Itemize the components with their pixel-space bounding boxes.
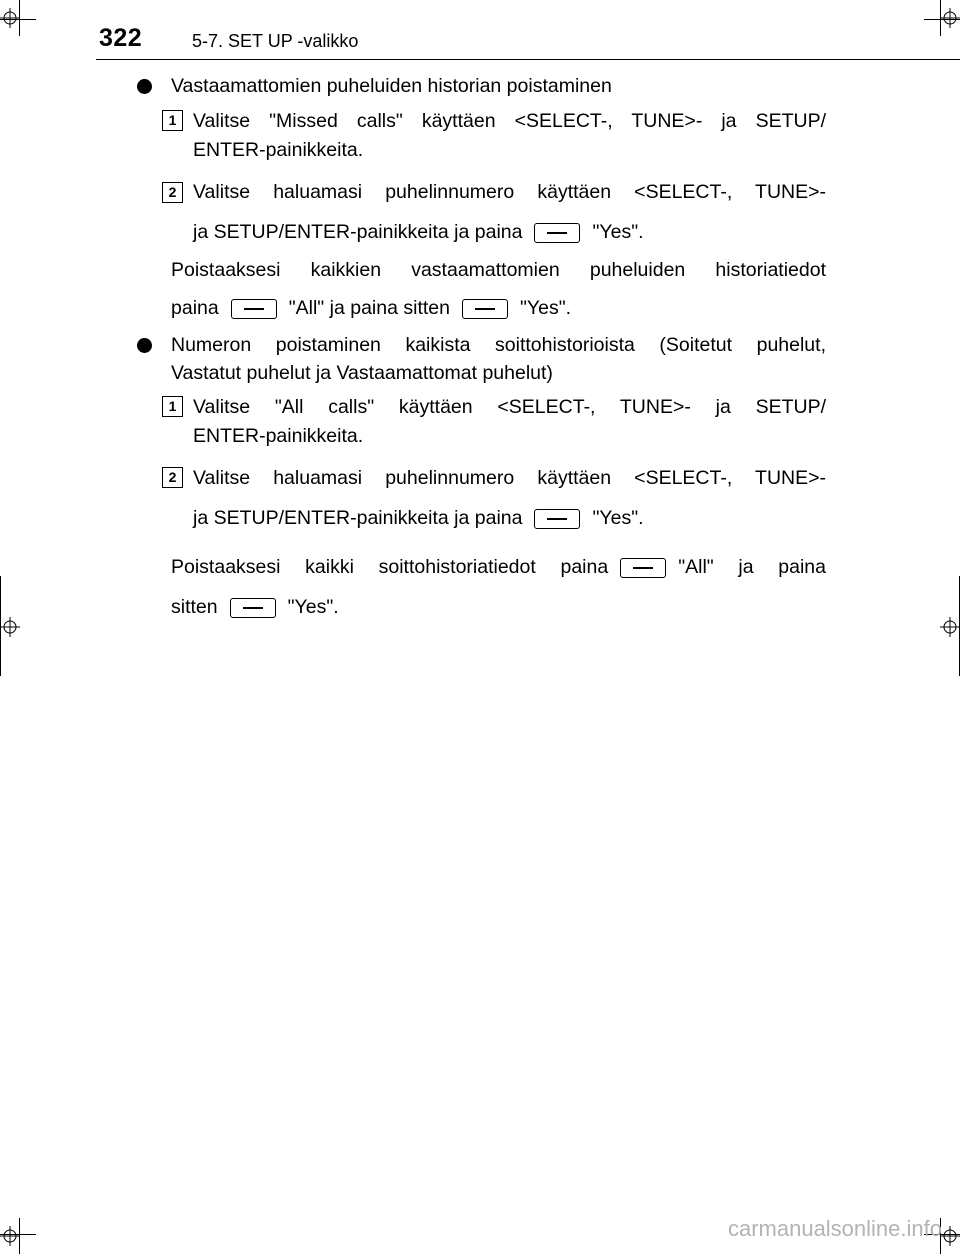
note-text: sitten: [171, 596, 218, 618]
note-text: paina: [171, 297, 219, 319]
page-number: 322: [99, 24, 143, 52]
watermark: carmanualsonline.info: [727, 1216, 942, 1241]
step-number-badge: 1: [162, 110, 183, 131]
note-text-with-buttons: [171, 295, 826, 321]
screen-button-icon: [231, 299, 277, 319]
registration-target-icon: [0, 617, 20, 637]
screen-button-icon: [462, 299, 508, 319]
step-text: Valitse "Missed calls" käyttäen <SELECT-, TUNE>- ja SETUP/: [193, 110, 826, 132]
step-text: ja SETUP/ENTER-painikkeita ja paina: [193, 507, 523, 529]
registration-target-icon: [0, 1226, 20, 1246]
step-text: Valitse "All calls" käyttäen <SELECT-, TUNE>- ja SETUP/: [193, 396, 826, 418]
step-text: "Yes".: [592, 221, 644, 243]
step-text: "Yes".: [592, 507, 644, 529]
note-text: "Yes".: [519, 297, 572, 319]
note-text: "All" ja paina: [678, 556, 826, 578]
step-number-badge: 2: [162, 182, 183, 203]
section-heading: Vastaamattomien puheluiden historian poistaminen: [171, 75, 612, 97]
section-heading: Vastatut puhelut ja Vastaamattomat puhelut): [171, 362, 553, 384]
note-text: "Yes".: [287, 596, 339, 618]
step-text-with-button: [193, 219, 826, 245]
section-heading: Numeron poistaminen kaikista soittohistorioista (Soitetut puhelut,: [171, 334, 826, 356]
screen-button-icon: [534, 223, 580, 243]
registration-target-icon: [940, 1226, 960, 1246]
step-number-badge: 1: [162, 396, 183, 417]
registration-target-icon: [940, 617, 960, 637]
note-text: Poistaaksesi kaikki soittohistoriatiedot paina: [171, 556, 609, 578]
bullet-icon: [137, 79, 152, 94]
note-text-with-button: [171, 594, 826, 620]
bullet-icon: [137, 338, 152, 353]
step-text: ja SETUP/ENTER-painikkeita ja paina: [193, 221, 523, 243]
side-rule-left: [0, 576, 1, 676]
step-text: ENTER-painikkeita.: [193, 139, 364, 161]
note-text: Poistaaksesi kaikkien vastaamattomien puheluiden historiatiedot: [171, 259, 826, 281]
section-title: 5-7. SET UP -valikko: [192, 31, 359, 51]
screen-button-icon: [230, 598, 276, 618]
step-text: Valitse haluamasi puhelinnumero käyttäen <SELECT-, TUNE>-: [193, 181, 826, 203]
step-text-with-button: [193, 505, 826, 531]
screen-button-icon: [620, 558, 666, 578]
header-rule: [96, 59, 960, 60]
page-header: [0, 0, 960, 60]
note-text: "All" ja paina sitten: [288, 297, 450, 319]
note-text-with-button: [171, 554, 826, 580]
step-number-badge: 2: [162, 467, 183, 488]
screen-button-icon: [534, 509, 580, 529]
step-text: ENTER-painikkeita.: [193, 425, 364, 447]
step-text: Valitse haluamasi puhelinnumero käyttäen <SELECT-, TUNE>-: [193, 467, 826, 489]
